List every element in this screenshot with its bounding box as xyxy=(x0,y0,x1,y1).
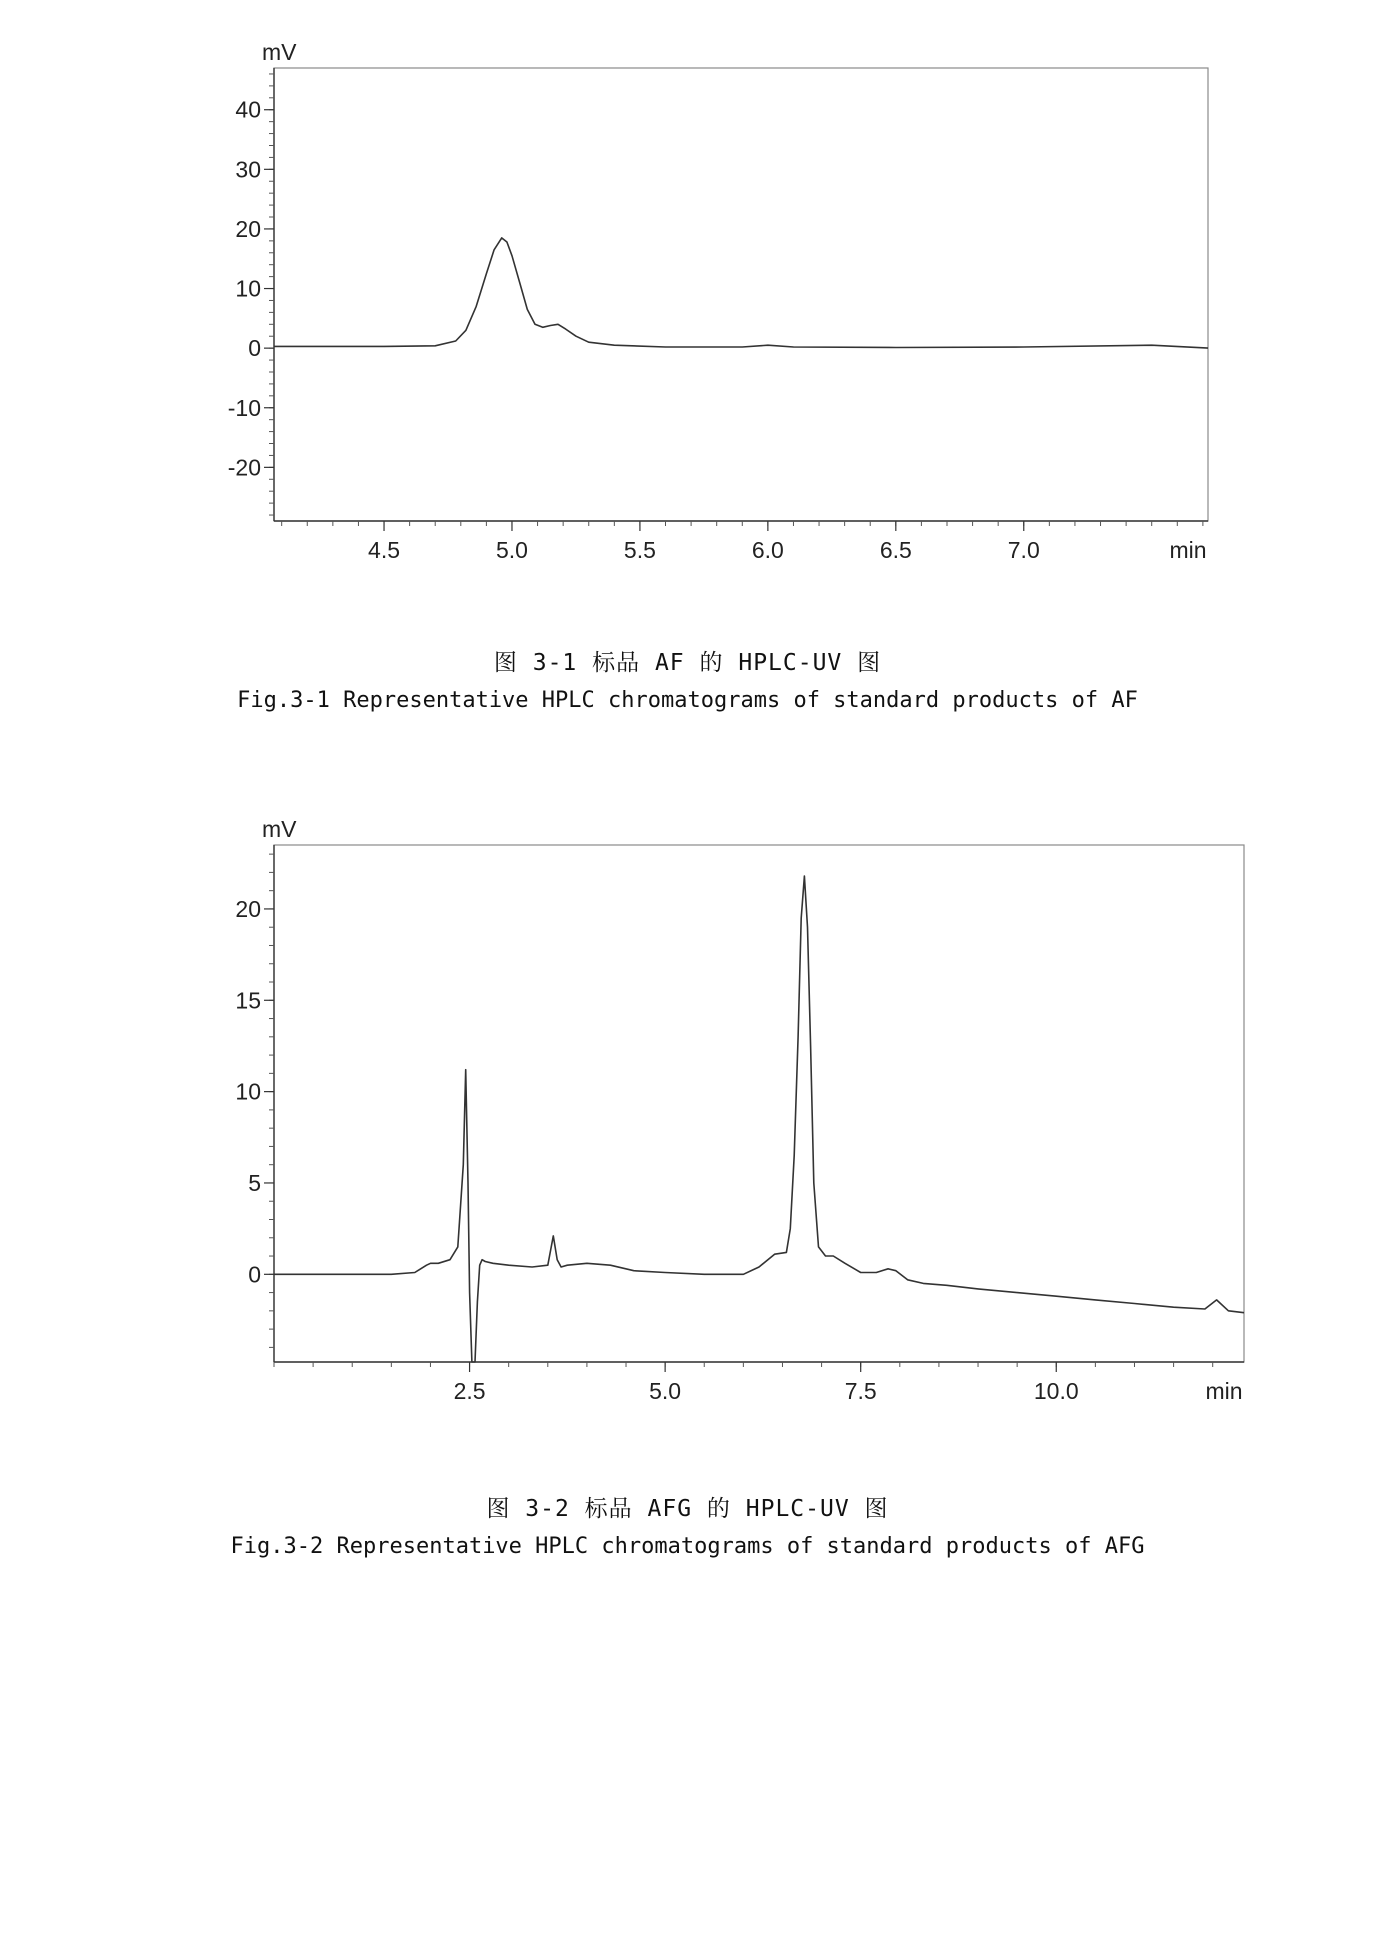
caption-af-zh: 图 3-1 标品 AF 的 HPLC-UV 图 xyxy=(493,650,882,676)
x-tick-label: 5.0 xyxy=(495,537,528,563)
x-tick-label: 6.5 xyxy=(879,537,912,563)
y-tick-label: 0 xyxy=(248,335,261,362)
x-tick-label: 2.5 xyxy=(453,1378,486,1404)
x-unit-label: min xyxy=(1205,1378,1243,1404)
x-tick-label: 7.5 xyxy=(844,1378,877,1404)
y-tick-label: 40 xyxy=(235,96,261,123)
x-tick-label: 10.0 xyxy=(1033,1378,1079,1404)
x-tick-label: 6.0 xyxy=(751,537,784,563)
y-tick-label: 0 xyxy=(248,1261,261,1288)
y-tick-label: 15 xyxy=(235,987,261,1014)
x-tick-label: 5.0 xyxy=(649,1378,682,1404)
caption-afg-en: Fig.3-2 Representative HPLC chromatograms of standard products of AFG xyxy=(230,1534,1145,1559)
y-tick-label: 10 xyxy=(235,275,261,302)
y-tick-label: 30 xyxy=(235,156,261,183)
y-tick-label: -10 xyxy=(227,394,261,421)
y-tick-label: 20 xyxy=(235,215,261,242)
y-unit-label: mV xyxy=(262,816,297,842)
x-tick-label: 4.5 xyxy=(368,537,401,563)
x-unit-label: min xyxy=(1169,537,1207,563)
y-tick-label: -20 xyxy=(227,454,261,481)
chromatogram-trace xyxy=(274,876,1244,1362)
caption-afg-zh: 图 3-2 标品 AFG 的 HPLC-UV 图 xyxy=(486,1496,889,1522)
y-tick-label: 10 xyxy=(235,1078,261,1105)
y-tick-label: 5 xyxy=(248,1169,261,1196)
x-tick-label: 5.5 xyxy=(623,537,656,563)
x-tick-label: 7.0 xyxy=(1007,537,1040,563)
caption-af-en: Fig.3-1 Representative HPLC chromatograms of standard products of AF xyxy=(237,688,1138,713)
y-unit-label: mV xyxy=(262,39,297,65)
plot-frame xyxy=(274,845,1244,1362)
y-tick-label: 20 xyxy=(235,895,261,922)
